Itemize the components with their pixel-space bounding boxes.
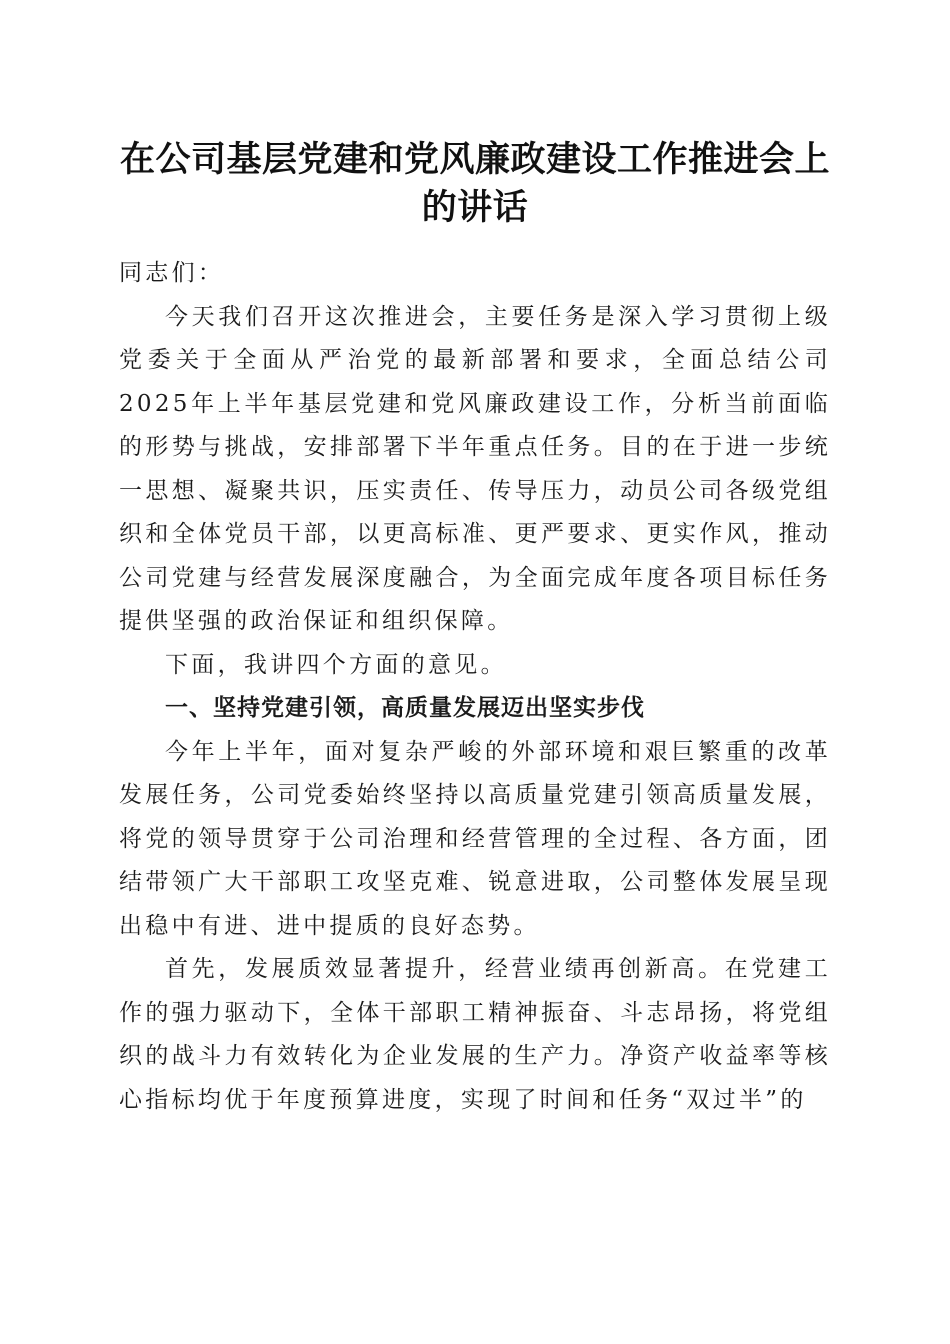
- title-line-1: 在公司基层党建和党风廉政建设工作推进会上: [119, 139, 830, 180]
- salutation: 同志们：: [119, 260, 225, 286]
- section-paragraph: 首先，发展质效显著提升，经营业绩再创新高。在党建工作的强力驱动下，全体干部职工精神振奋、斗志昂扬，将党组织的战斗力有效转化为企业发展的生产力。净资产收益率等核心指标均优于年度预算进度，实现了时间和任务“双过半”的: [119, 956, 831, 1113]
- section-heading: 一、坚持党建引领，高质量发展迈出坚实步伐: [165, 695, 645, 721]
- section-paragraph: 今年上半年，面对复杂严峻的外部环境和艰巨繁重的改革发展任务，公司党委始终坚持以高质量党建引领高质量发展，将党的领导贯穿于公司治理和经营管理的全过程、各方面，团结带领广大干部职工攻坚克难、锐意进取，公司整体发展呈现出稳中有进、进中提质的良好态势。: [119, 738, 831, 939]
- intro-paragraph: 今天我们召开这次推进会，主要任务是深入学习贯彻上级党委关于全面从严治党的最新部署和要求，全面总结公司2025年上半年基层党建和党风廉政建设工作，分析当前面临的形势与挑战，安排部署下半年重点任务。目的在于进一步统一思想、凝聚共识，压实责任、传导压力，动员公司各级党组织和全体党员干部，以更高标准、更严要求、更实作风，推动公司党建与经营发展深度融合，为全面完成年度各项目标任务提供坚强的政治保证和组织保障。: [119, 303, 831, 634]
- title-line-2: 的讲话: [421, 187, 529, 228]
- document-title: [100, 136, 850, 232]
- outline-paragraph: 下面，我讲四个方面的意见。: [165, 651, 507, 678]
- document-body: [119, 252, 831, 1122]
